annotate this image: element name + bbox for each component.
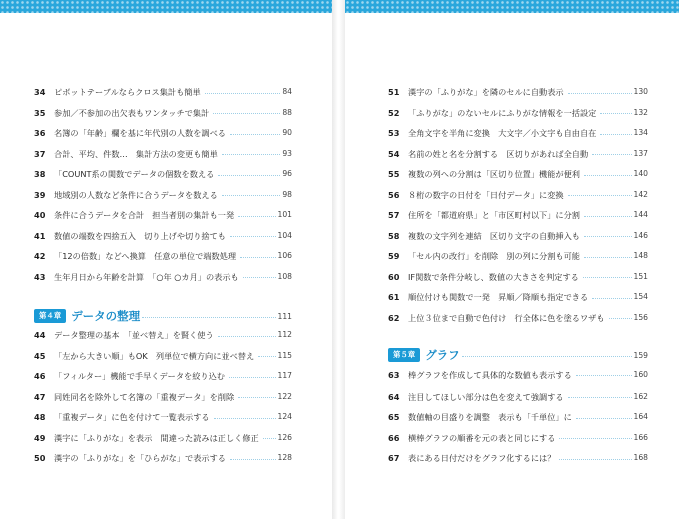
entry-page: 151 xyxy=(633,271,648,281)
entry-title: 「COUNT系の関数でデータの個数を数える xyxy=(54,169,215,179)
entry-title: 複数の文字列を連結 区切り文字の自動挿入も xyxy=(408,230,580,241)
entry-number: 36 xyxy=(34,128,46,138)
entry-page: 84 xyxy=(282,87,292,96)
entry-number: 64 xyxy=(388,391,400,402)
entry-page: 130 xyxy=(633,87,648,96)
entry-title: 名前の姓と名を分割する 区切りがあれば全自動 xyxy=(408,148,589,159)
leader-dots xyxy=(218,336,276,337)
entry-title: ８桁の数字の日付を「日付データ」に変換 xyxy=(408,189,564,200)
entry-page: 146 xyxy=(633,230,648,240)
leader-dots xyxy=(568,93,632,94)
leader-dots xyxy=(576,418,632,419)
leader-dots xyxy=(462,356,632,357)
chapter-badge: 第５章 xyxy=(388,348,420,362)
entry-title: 上位３位まで自動で色付け 行全体に色を塗るワザも xyxy=(408,312,605,323)
entry-number: 61 xyxy=(388,292,400,302)
entry-page: 166 xyxy=(633,432,648,442)
leader-dots xyxy=(213,113,280,114)
leader-dots xyxy=(584,216,632,217)
entry-page: 98 xyxy=(282,189,292,199)
toc-entry[interactable] xyxy=(34,452,292,464)
leader-dots xyxy=(142,317,275,318)
entry-number: 53 xyxy=(388,128,400,138)
chapter-title: グラフ xyxy=(425,348,460,362)
entry-title: 棒グラフを作成して具体的な数値も表示する xyxy=(408,369,572,380)
toc-entry[interactable] xyxy=(34,350,292,362)
entry-title: 参加／不参加の出欠表もワンタッチで集計 xyxy=(54,107,210,118)
chapter-page: 111 xyxy=(277,311,292,321)
entry-number: 47 xyxy=(34,391,46,402)
entry-page: 154 xyxy=(633,292,648,301)
entry-title: 表にある日付だけをグラフ化するには？ xyxy=(408,453,556,463)
entry-number: 43 xyxy=(34,271,46,282)
entry-page: 156 xyxy=(633,312,648,322)
entry-page: 124 xyxy=(277,412,292,421)
entry-number: 65 xyxy=(388,412,400,422)
entry-number: 45 xyxy=(34,350,46,361)
entry-title: 数値の端数を四捨五入 切り上げや切り捨ても xyxy=(54,230,226,241)
leader-dots xyxy=(568,195,632,196)
entry-page: 160 xyxy=(633,369,648,379)
toc-entry[interactable] xyxy=(34,250,292,262)
toc-entry[interactable] xyxy=(388,107,648,119)
leader-dots xyxy=(568,397,632,398)
entry-page: 88 xyxy=(282,107,292,117)
toc-entry[interactable] xyxy=(34,230,292,242)
leader-dots xyxy=(222,195,281,196)
entry-number: 54 xyxy=(388,148,400,159)
leader-dots xyxy=(230,459,276,460)
leader-dots xyxy=(600,134,631,135)
entry-number: 59 xyxy=(388,251,400,261)
entry-title: ピボットテーブルならクロス集計も簡単 xyxy=(54,87,201,97)
entry-page: 144 xyxy=(633,210,648,219)
entry-title: 注目してほしい部分は色を変えて強調する xyxy=(408,391,564,402)
entry-page: 128 xyxy=(277,453,292,462)
chapter-heading-5[interactable] xyxy=(388,348,648,362)
entry-page: 168 xyxy=(633,453,648,462)
leader-dots xyxy=(584,257,632,258)
entry-title: 数値軸の目盛りを調整 表示も「千単位」に xyxy=(408,412,572,422)
toc-entry[interactable] xyxy=(388,291,648,303)
leader-dots xyxy=(592,154,631,155)
entry-page: 164 xyxy=(633,412,648,421)
toc-entry[interactable] xyxy=(388,168,648,180)
entry-page: 142 xyxy=(633,189,648,199)
leader-dots xyxy=(559,438,631,439)
toc-entry[interactable] xyxy=(34,148,292,160)
toc-entry[interactable] xyxy=(34,329,292,341)
entry-number: 50 xyxy=(34,453,46,463)
chapter-heading-4[interactable] xyxy=(34,309,292,323)
toc-entry[interactable] xyxy=(388,271,648,283)
entry-page: 104 xyxy=(277,230,292,240)
leader-dots xyxy=(238,216,275,217)
leader-dots xyxy=(592,298,631,299)
leader-dots xyxy=(229,377,276,378)
toc-entry[interactable] xyxy=(388,250,648,262)
leader-dots xyxy=(583,277,632,278)
entry-number: 62 xyxy=(388,312,400,323)
entry-page: 134 xyxy=(633,128,648,137)
toc-entry[interactable] xyxy=(388,209,648,221)
entry-title: 住所を「都道府県」と「市区町村以下」に分割 xyxy=(408,210,580,220)
entry-title: 「セル内の改行」を削除 別の列に分割も可能 xyxy=(408,251,580,261)
entry-title: 条件に合うデータを合計 担当者別の集計も一発 xyxy=(54,210,235,220)
toc-entry[interactable] xyxy=(388,369,648,381)
toc-entry[interactable] xyxy=(388,127,648,139)
entry-title: 横棒グラフの順番を元の表と同じにする xyxy=(408,432,556,443)
entry-number: 39 xyxy=(34,189,46,200)
entry-page: 122 xyxy=(277,391,292,401)
entry-number: 56 xyxy=(388,189,400,200)
leader-dots xyxy=(238,397,275,398)
leader-dots xyxy=(584,175,632,176)
chapter-title: データの整理 xyxy=(71,309,141,323)
toc-entry[interactable] xyxy=(388,391,648,403)
chapter-page: 159 xyxy=(633,350,648,360)
toc-entry[interactable] xyxy=(388,148,648,160)
entry-page: 93 xyxy=(282,148,292,158)
entry-title: 漢字の「ふりがな」を「ひらがな」で表示する xyxy=(54,453,226,463)
entry-number: 57 xyxy=(388,210,400,220)
entry-title: 合計、平均、件数… 集計方法の変更も簡単 xyxy=(54,148,218,159)
leader-dots xyxy=(609,318,632,319)
toc-entry[interactable] xyxy=(388,432,648,444)
leader-dots xyxy=(205,93,281,94)
toc-entry[interactable] xyxy=(388,86,648,98)
entry-title: 同姓同名を除外して名簿の「重複データ」を削除 xyxy=(54,391,235,402)
entry-number: 34 xyxy=(34,87,46,97)
entry-title: 漢字の「ふりがな」を隣のセルに自動表示 xyxy=(408,87,564,97)
entry-number: 40 xyxy=(34,210,46,220)
entry-title: 全角文字を半角に変換 大文字／小文字も自由自在 xyxy=(408,128,597,138)
entry-number: 58 xyxy=(388,230,400,241)
toc-entry[interactable] xyxy=(388,189,648,201)
toc-entry[interactable] xyxy=(34,107,292,119)
entry-page: 90 xyxy=(282,128,292,137)
toc-entry[interactable] xyxy=(388,411,648,423)
top-decorative-band-right xyxy=(345,0,679,13)
leader-dots xyxy=(559,459,631,460)
entry-number: 44 xyxy=(34,330,46,340)
leader-dots xyxy=(600,113,631,114)
leader-dots xyxy=(218,175,280,176)
toc-entry[interactable] xyxy=(34,168,292,180)
entry-page: 140 xyxy=(633,169,648,178)
toc-entry[interactable] xyxy=(34,271,292,283)
entry-number: 37 xyxy=(34,148,46,159)
leader-dots xyxy=(230,134,280,135)
entry-title: 「12の倍数」などへ換算 任意の単位で端数処理 xyxy=(54,251,237,261)
toc-entry[interactable] xyxy=(34,209,292,221)
entry-number: 55 xyxy=(388,169,400,179)
entry-title: 順位付けも関数で一発 昇順／降順も指定できる xyxy=(408,292,589,302)
entry-title: 「左から大きい順」もOK 列単位で横方向に並べ替え xyxy=(54,350,255,361)
leader-dots xyxy=(243,277,276,278)
toc-entry[interactable] xyxy=(34,127,292,139)
toc-entry[interactable] xyxy=(34,189,292,201)
entry-title: 名簿の「年齢」欄を基に年代別の人数を調べる xyxy=(54,128,226,138)
toc-entry[interactable] xyxy=(34,86,292,98)
toc-entry[interactable] xyxy=(34,391,292,403)
entry-number: 67 xyxy=(388,453,400,463)
toc-entry[interactable] xyxy=(388,312,648,324)
entry-title: IF関数で条件分岐し、数値の大きさを判定する xyxy=(408,271,579,282)
entry-title: 「重複データ」に色を付けて一覧表示する xyxy=(54,412,210,422)
entry-number: 46 xyxy=(34,371,46,381)
entry-page: 132 xyxy=(633,107,648,117)
entry-number: 41 xyxy=(34,230,46,241)
entry-number: 48 xyxy=(34,412,46,422)
leader-dots xyxy=(263,438,276,439)
leader-dots xyxy=(240,257,275,258)
toc-entry[interactable] xyxy=(34,370,292,382)
toc-entry[interactable] xyxy=(34,411,292,423)
leader-dots xyxy=(576,375,632,376)
entry-page: 126 xyxy=(277,432,292,442)
entry-title: 生年月日から年齢を計算 「○年 ○カ月」の表示も xyxy=(54,271,239,282)
entry-page: 148 xyxy=(633,251,648,260)
entry-number: 38 xyxy=(34,169,46,179)
entry-number: 49 xyxy=(34,432,46,443)
entry-number: 52 xyxy=(388,107,400,118)
entry-title: 漢字に「ふりがな」を表示 間違った読みは正しく修正 xyxy=(54,432,259,443)
entry-title: データ整理の基本 「並べ替え」を賢く使う xyxy=(54,330,214,340)
leader-dots xyxy=(258,356,275,357)
entry-number: 66 xyxy=(388,432,400,443)
entry-number: 35 xyxy=(34,107,46,118)
entry-number: 42 xyxy=(34,251,46,261)
leader-dots xyxy=(584,236,632,237)
entry-number: 63 xyxy=(388,369,400,380)
entry-page: 96 xyxy=(282,169,292,178)
entry-page: 117 xyxy=(277,371,292,380)
entry-title: 複数の列への分割は「区切り位置」機能が便利 xyxy=(408,169,580,179)
leader-dots xyxy=(230,236,276,237)
entry-number: 60 xyxy=(388,271,400,282)
entry-page: 101 xyxy=(277,210,292,219)
entry-title: 地域別の人数など条件に合うデータを数える xyxy=(54,189,218,200)
entry-page: 115 xyxy=(277,350,292,360)
top-decorative-band-left xyxy=(0,0,332,13)
entry-page: 162 xyxy=(633,391,648,401)
leader-dots xyxy=(214,418,276,419)
leader-dots xyxy=(222,154,281,155)
page-gutter xyxy=(332,0,345,519)
toc-entry[interactable] xyxy=(388,452,648,464)
entry-page: 108 xyxy=(277,271,292,281)
chapter-badge: 第４章 xyxy=(34,309,66,323)
entry-page: 112 xyxy=(277,330,292,339)
entry-page: 106 xyxy=(277,251,292,260)
entry-title: 「ふりがな」のないセルにふりがな情報を一括設定 xyxy=(408,107,597,118)
toc-entry[interactable] xyxy=(34,432,292,444)
entry-number: 51 xyxy=(388,87,400,97)
toc-entry[interactable] xyxy=(388,230,648,242)
entry-page: 137 xyxy=(633,148,648,158)
entry-title: 「フィルター」機能で手早くデータを絞り込む xyxy=(54,371,225,381)
